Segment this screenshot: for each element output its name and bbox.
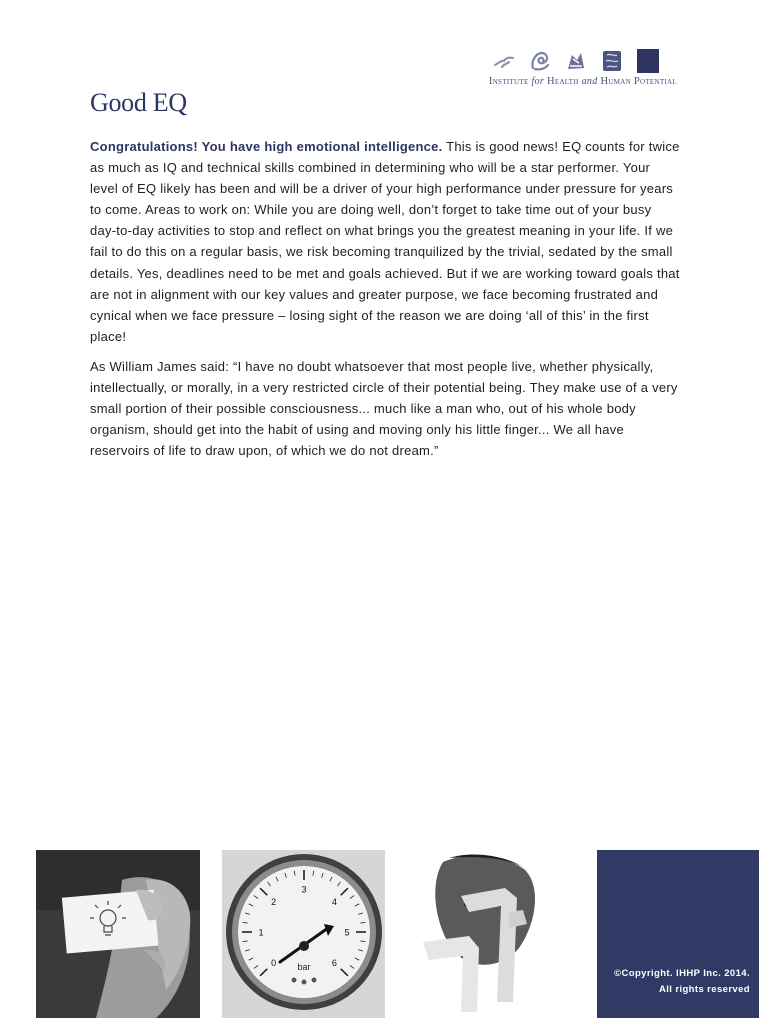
gauge-tick-label: 4 [331, 897, 337, 908]
paragraph-1-rest: This is good news! EQ counts for twice as much as IQ and technical skills combined in determining who will be a star performer. Your level of EQ likely has been and will be a driver of your high performance under pressure for years to come. Areas to work on: While you are doing well, don’t forget to take time out of your busy day-to-day activities to stop and reflect on what brings you the greatest meaning in your life. If we fail to do this on a regular basis, we risk becoming tranquilized by the trivial, sedated by the small details. Yes, deadlines need to be met and goals achieved. But if we are working toward goals that are not in alignment with our key values and greater purpose, we face becoming frustrated and cynical when we face pressure – losing sight of the reason we are doing ‘all of this’ in the first place! [90, 139, 680, 344]
globe-block-icon [601, 49, 623, 73]
framing-hands-photo [409, 852, 571, 1018]
copyright-line-1: ©Copyright. IHHP Inc. 2014. [614, 968, 750, 979]
runner-icon [493, 53, 515, 69]
logo-word-health: Health [546, 76, 579, 87]
gauge-tick-label: 5 [344, 927, 350, 938]
logo-word-for: for [531, 76, 545, 87]
paragraph-2: As William James said: “I have no doubt whatsoever that most people live, whether physically, intellectually, or morally, in a very restricted circle of their potential being. They make use of a very small portion of their possible consciousness... much like a man who, out of his whole body organism, should get into the habit of using and moving only his little finger... We all have reservoirs of life to draw upon, of which we do not dream.” [90, 358, 678, 459]
ihhp-logo [470, 46, 685, 92]
abstract-figure-icon [565, 50, 587, 72]
pressure-gauge-photo [222, 850, 385, 1018]
logo-text [489, 76, 677, 87]
page-title: Good EQ [90, 88, 187, 117]
swirl-icon [529, 50, 551, 72]
logo-word-and: and [581, 76, 598, 87]
navy-square-icon [637, 49, 659, 73]
gauge-tick-label: 6 [331, 957, 337, 968]
copyright-box [597, 850, 759, 1018]
gauge-tick-label: 1 [258, 927, 264, 938]
gauge-tick-label: 3 [301, 884, 307, 895]
gauge-tick-label: 2 [271, 897, 277, 908]
lightbulb-card-photo [36, 850, 200, 1018]
gauge-tick-label: 0 [271, 957, 277, 968]
lead-sentence: Congratulations! You have high emotional intelligence. [90, 139, 443, 154]
paragraph-1 [90, 136, 680, 347]
logo-word-human-potential: Human Potential [600, 76, 677, 87]
logo-word-institute: Institute [488, 76, 529, 87]
copyright-line-2: All rights reserved [658, 984, 750, 995]
logo-icons [493, 46, 659, 76]
gauge-unit-label: bar [297, 962, 311, 972]
body-text [90, 136, 680, 470]
